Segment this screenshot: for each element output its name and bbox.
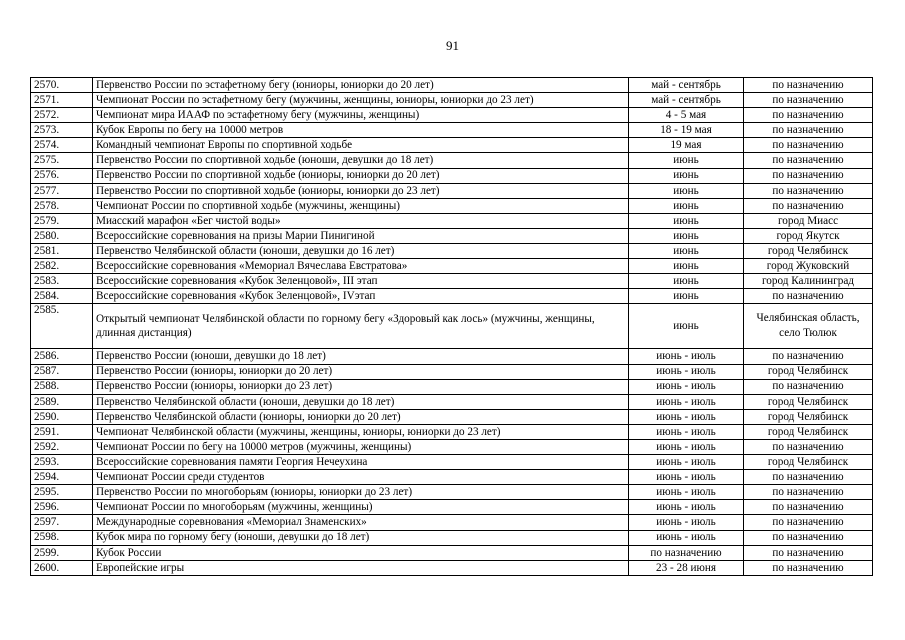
row-number: 2572.	[31, 108, 93, 123]
table-row	[31, 409, 873, 424]
row-number: 2577.	[31, 183, 93, 198]
event-name: Всероссийские соревнования памяти Георгия Нечеухина	[93, 455, 629, 470]
row-number: 2590.	[31, 409, 93, 424]
event-date: май - сентябрь	[629, 78, 744, 93]
event-place: по назначению	[744, 168, 873, 183]
event-place: Челябинская область, село Тюлюк	[744, 304, 873, 349]
event-date: июнь - июль	[629, 530, 744, 545]
event-place: по назначению	[744, 183, 873, 198]
event-date: июнь - июль	[629, 500, 744, 515]
event-place: город Челябинск	[744, 455, 873, 470]
table-row	[31, 183, 873, 198]
row-number: 2581.	[31, 244, 93, 259]
event-place: по назначению	[744, 485, 873, 500]
event-name: Первенство России (юниоры, юниорки до 23 лет)	[93, 379, 629, 394]
event-date: 19 мая	[629, 138, 744, 153]
table-row	[31, 545, 873, 560]
row-number: 2582.	[31, 259, 93, 274]
event-date: июнь - июль	[629, 364, 744, 379]
table-row	[31, 93, 873, 108]
event-place: по назначению	[744, 78, 873, 93]
row-number: 2584.	[31, 289, 93, 304]
table-row	[31, 560, 873, 575]
event-place: по назначению	[744, 93, 873, 108]
event-date: июнь	[629, 274, 744, 289]
event-name: Открытый чемпионат Челябинской области по горному бегу «Здоровый как лось» (мужчины, женщины, длинная дистанция)	[93, 304, 629, 349]
row-number: 2595.	[31, 485, 93, 500]
table-row	[31, 259, 873, 274]
event-date: май - сентябрь	[629, 93, 744, 108]
table-row	[31, 394, 873, 409]
table-row	[31, 78, 873, 93]
event-date: 4 - 5 мая	[629, 108, 744, 123]
event-date: июнь	[629, 304, 744, 349]
event-place: по назначению	[744, 198, 873, 213]
event-place: по назначению	[744, 349, 873, 364]
row-number: 2587.	[31, 364, 93, 379]
event-date: июнь	[629, 153, 744, 168]
table-row	[31, 138, 873, 153]
event-name: Первенство России (юниоры, юниорки до 20 лет)	[93, 364, 629, 379]
events-table	[30, 77, 873, 576]
table-row	[31, 274, 873, 289]
row-number: 2591.	[31, 424, 93, 439]
event-name: Всероссийские соревнования «Мемориал Вячеслава Евстратова»	[93, 259, 629, 274]
event-place: город Челябинск	[744, 409, 873, 424]
event-name: Кубок мира по горному бегу (юноши, девушки до 18 лет)	[93, 530, 629, 545]
row-number: 2589.	[31, 394, 93, 409]
event-name: Чемпионат России по многоборьям (мужчины, женщины)	[93, 500, 629, 515]
table-row	[31, 168, 873, 183]
event-place: город Челябинск	[744, 394, 873, 409]
row-number: 2583.	[31, 274, 93, 289]
table-row	[31, 244, 873, 259]
event-date: июнь - июль	[629, 424, 744, 439]
event-name: Первенство России по спортивной ходьбе (юниоры, юниорки до 23 лет)	[93, 183, 629, 198]
event-place: по назначению	[744, 138, 873, 153]
event-place: по назначению	[744, 560, 873, 575]
event-place: город Челябинск	[744, 364, 873, 379]
table-row	[31, 153, 873, 168]
event-date: июнь	[629, 228, 744, 243]
event-place: город Калининград	[744, 274, 873, 289]
event-date: июнь	[629, 183, 744, 198]
event-name: Чемпионат России по бегу на 10000 метров (мужчины, женщины)	[93, 439, 629, 454]
table-row	[31, 500, 873, 515]
row-number: 2586.	[31, 349, 93, 364]
event-date: июнь - июль	[629, 349, 744, 364]
row-number: 2599.	[31, 545, 93, 560]
table-row	[31, 349, 873, 364]
table-row	[31, 485, 873, 500]
event-date: по назначению	[629, 545, 744, 560]
table-row	[31, 424, 873, 439]
event-date: июнь - июль	[629, 379, 744, 394]
event-name: Первенство России по эстафетному бегу (юниоры, юниорки до 20 лет)	[93, 78, 629, 93]
events-table-body	[31, 78, 873, 576]
event-place: город Миасс	[744, 213, 873, 228]
row-number: 2594.	[31, 470, 93, 485]
event-name: Всероссийские соревнования на призы Марии Пинигиной	[93, 228, 629, 243]
event-date: июнь	[629, 259, 744, 274]
event-date: июнь	[629, 244, 744, 259]
event-date: июнь	[629, 213, 744, 228]
event-date: 18 - 19 мая	[629, 123, 744, 138]
row-number: 2574.	[31, 138, 93, 153]
table-row	[31, 228, 873, 243]
row-number: 2588.	[31, 379, 93, 394]
event-date: июнь - июль	[629, 485, 744, 500]
event-place: по назначению	[744, 439, 873, 454]
event-name: Чемпионат России по спортивной ходьбе (мужчины, женщины)	[93, 198, 629, 213]
event-name: Чемпионат России среди студентов	[93, 470, 629, 485]
event-date: июнь - июль	[629, 470, 744, 485]
event-place: по назначению	[744, 123, 873, 138]
row-number: 2571.	[31, 93, 93, 108]
row-number: 2573.	[31, 123, 93, 138]
event-date: июнь	[629, 198, 744, 213]
event-name: Чемпионат России по эстафетному бегу (мужчины, женщины, юниоры, юниорки до 23 лет)	[93, 93, 629, 108]
event-name: Первенство Челябинской области (юниоры, юниорки до 20 лет)	[93, 409, 629, 424]
event-place: город Жуковский	[744, 259, 873, 274]
event-name: Чемпионат мира ИААФ по эстафетному бегу (мужчины, женщины)	[93, 108, 629, 123]
row-number: 2575.	[31, 153, 93, 168]
event-name: Первенство Челябинской области (юноши, девушки до 18 лет)	[93, 394, 629, 409]
row-number: 2600.	[31, 560, 93, 575]
row-number: 2585.	[31, 304, 93, 349]
event-date: июнь - июль	[629, 394, 744, 409]
table-row	[31, 364, 873, 379]
event-name: Всероссийские соревнования «Кубок Зеленцовой», III этап	[93, 274, 629, 289]
table-row	[31, 379, 873, 394]
event-name: Миасский марафон «Бег чистой воды»	[93, 213, 629, 228]
event-name: Первенство России по спортивной ходьбе (юниоры, юниорки до 20 лет)	[93, 168, 629, 183]
row-number: 2598.	[31, 530, 93, 545]
row-number: 2597.	[31, 515, 93, 530]
event-date: июнь - июль	[629, 455, 744, 470]
event-name: Первенство Челябинской области (юноши, девушки до 16 лет)	[93, 244, 629, 259]
row-number: 2576.	[31, 168, 93, 183]
event-place: по назначению	[744, 500, 873, 515]
event-place: город Челябинск	[744, 424, 873, 439]
row-number: 2570.	[31, 78, 93, 93]
event-date: июнь - июль	[629, 515, 744, 530]
row-number: 2593.	[31, 455, 93, 470]
event-name: Первенство России по многоборьям (юниоры, юниорки до 23 лет)	[93, 485, 629, 500]
event-name: Всероссийские соревнования «Кубок Зеленцовой», IVэтап	[93, 289, 629, 304]
row-number: 2578.	[31, 198, 93, 213]
event-place: по назначению	[744, 153, 873, 168]
table-row	[31, 289, 873, 304]
event-name: Международные соревнования «Мемориал Знаменских»	[93, 515, 629, 530]
event-place: по назначению	[744, 379, 873, 394]
event-name: Первенство России (юноши, девушки до 18 лет)	[93, 349, 629, 364]
event-place: город Челябинск	[744, 244, 873, 259]
event-place: город Якутск	[744, 228, 873, 243]
event-place: по назначению	[744, 545, 873, 560]
table-row	[31, 455, 873, 470]
table-row	[31, 198, 873, 213]
table-row	[31, 108, 873, 123]
event-name: Европейские игры	[93, 560, 629, 575]
table-row	[31, 123, 873, 138]
event-place: по назначению	[744, 289, 873, 304]
event-name: Первенство России по спортивной ходьбе (юноши, девушки до 18 лет)	[93, 153, 629, 168]
event-place: по назначению	[744, 470, 873, 485]
table-row	[31, 439, 873, 454]
event-name: Кубок Европы по бегу на 10000 метров	[93, 123, 629, 138]
event-date: июнь	[629, 168, 744, 183]
table-row	[31, 304, 873, 349]
event-name: Чемпионат Челябинской области (мужчины, женщины, юниоры, юниорки до 23 лет)	[93, 424, 629, 439]
table-row	[31, 213, 873, 228]
event-place: по назначению	[744, 515, 873, 530]
event-date: июнь - июль	[629, 409, 744, 424]
table-row	[31, 470, 873, 485]
event-place: по назначению	[744, 530, 873, 545]
row-number: 2596.	[31, 500, 93, 515]
event-date: июнь	[629, 289, 744, 304]
table-row	[31, 515, 873, 530]
row-number: 2579.	[31, 213, 93, 228]
event-date: 23 - 28 июня	[629, 560, 744, 575]
row-number: 2580.	[31, 228, 93, 243]
event-date: июнь - июль	[629, 439, 744, 454]
table-row	[31, 530, 873, 545]
event-name: Кубок России	[93, 545, 629, 560]
event-name: Командный чемпионат Европы по спортивной ходьбе	[93, 138, 629, 153]
event-place: по назначению	[744, 108, 873, 123]
page-number: 91	[446, 38, 459, 53]
row-number: 2592.	[31, 439, 93, 454]
